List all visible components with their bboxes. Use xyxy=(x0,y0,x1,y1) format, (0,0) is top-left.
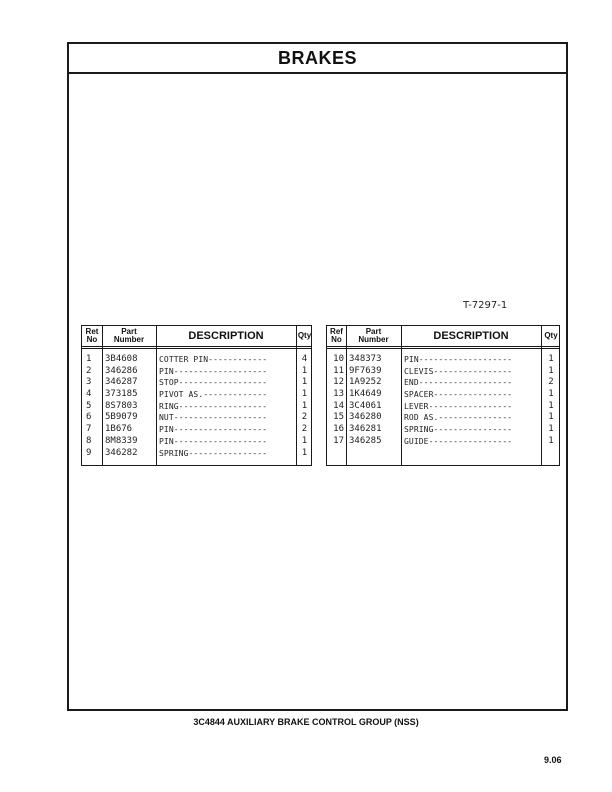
illustration-area xyxy=(69,74,566,324)
table-row: 7 1B676 PIN------------------- 2 xyxy=(86,424,308,435)
table-row: 6 5B9079 NUT------------------- 2 xyxy=(86,412,308,423)
table-row: 14 3C4061 LEVER----------------- 1 xyxy=(333,400,554,411)
table-row: 4 373185 PIVOT AS.------------- 1 xyxy=(86,389,308,400)
header-description: DESCRIPTION xyxy=(188,330,264,342)
figure-label: T-7297-1 xyxy=(463,300,508,311)
table-header xyxy=(327,326,559,349)
table-body xyxy=(82,354,311,459)
table-body xyxy=(327,354,559,448)
table-row: 13 1K4649 SPACER---------------- 1 xyxy=(333,389,554,400)
table-row: 5 8S7803 RING------------------ 1 xyxy=(86,400,308,411)
table-row: 15 346280 ROD AS.--------------- 1 xyxy=(333,412,554,423)
table-row: 2 346286 PIN------------------- 1 xyxy=(86,365,308,376)
table-row: 10 348373 PIN------------------- 1 xyxy=(333,354,554,364)
table-row: 9 346282 SPRING---------------- 1 xyxy=(86,447,308,458)
parts-table-left xyxy=(81,325,312,466)
header-ref-no: Ret No xyxy=(85,327,99,344)
header-ref-no: Ref No xyxy=(330,327,343,344)
table-row: 3 346287 STOP------------------ 1 xyxy=(86,377,308,388)
table-header xyxy=(82,326,311,349)
header-part-number: Part Number xyxy=(358,327,389,344)
section-title: BRAKES xyxy=(69,44,566,74)
page-number: 9.06 xyxy=(544,755,562,765)
table-row: 12 1A9252 END------------------- 2 xyxy=(333,377,554,388)
table-row: 16 346281 SPRING---------------- 1 xyxy=(333,424,554,435)
parts-table-right xyxy=(326,325,560,466)
table-row: 11 9F7639 CLEVIS---------------- 1 xyxy=(333,365,554,376)
header-qty: Qty xyxy=(297,331,312,340)
header-part-number: Part Number xyxy=(113,327,145,344)
table-row: 1 3B4608 COTTER PIN------------ 4 xyxy=(86,354,308,364)
table-row: 8 8M8339 PIN------------------- 1 xyxy=(86,435,308,446)
figure-caption: 3C4844 AUXILIARY BRAKE CONTROL GROUP (NSS) xyxy=(193,717,419,727)
header-qty: Qty xyxy=(544,331,558,340)
header-description: DESCRIPTION xyxy=(433,330,509,342)
table-row: 17 346285 GUIDE----------------- 1 xyxy=(333,435,554,446)
